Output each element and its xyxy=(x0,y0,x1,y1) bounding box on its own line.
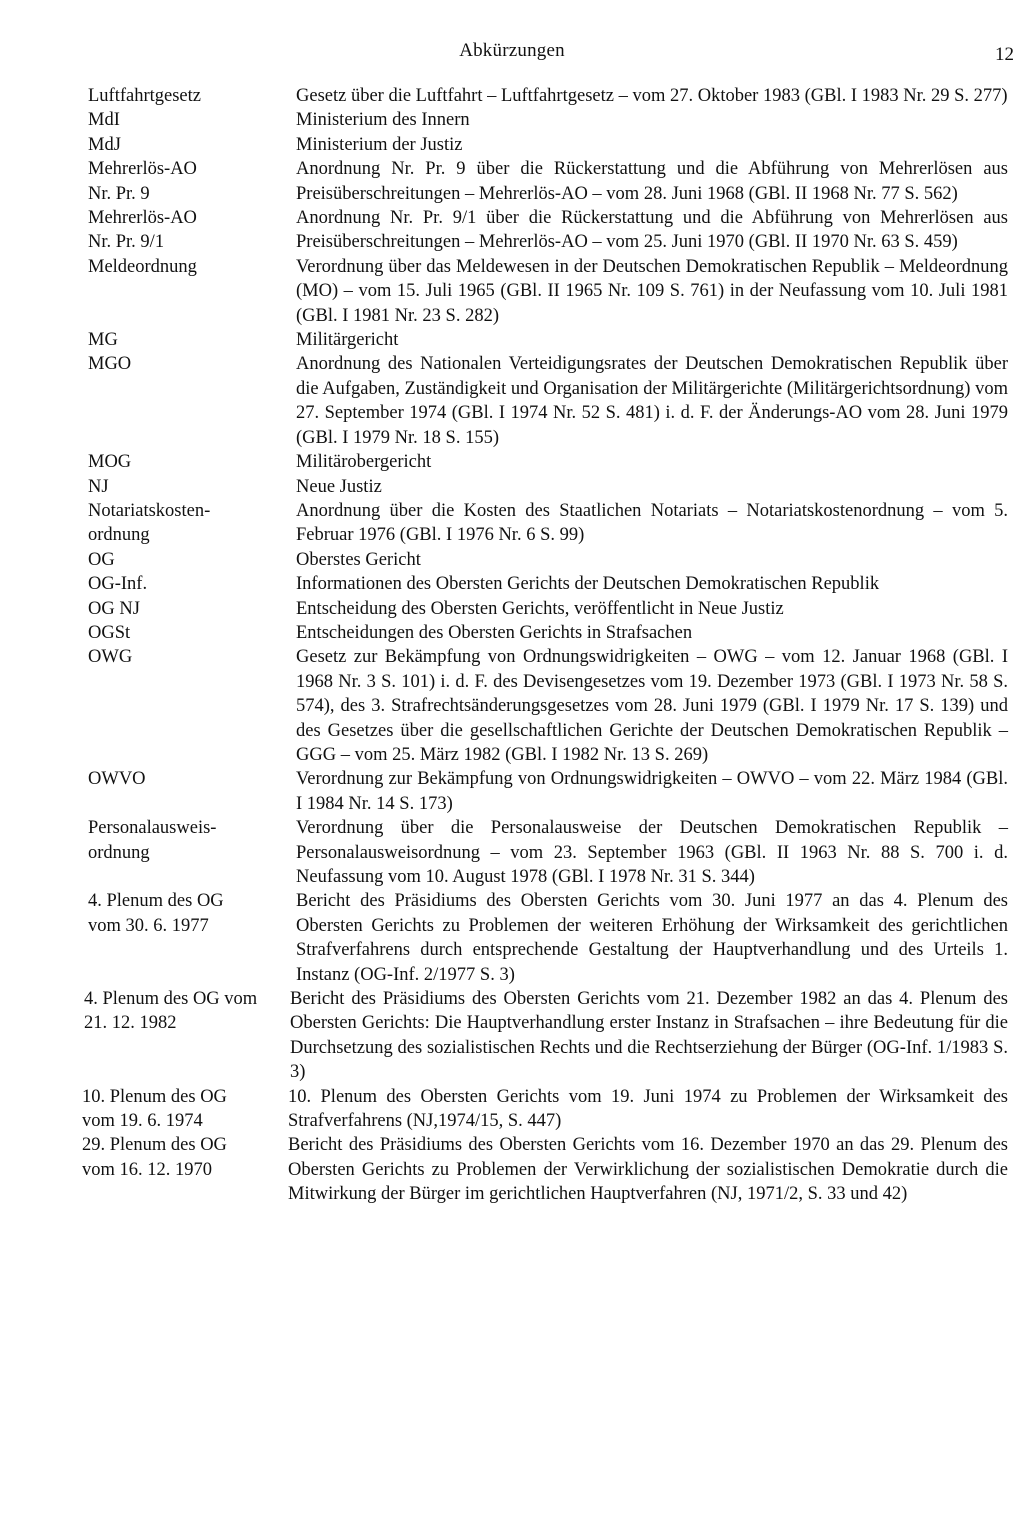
abbreviation-term: OWVO xyxy=(88,769,146,790)
abbreviation-term: MdI xyxy=(88,110,120,131)
abbreviation-definition: Gesetz zur Bekämpfung von Ordnungswidrigkeiten – OWG – vom 12. Januar 1968 (GBl. I 1968 Nr. 3 S. 101) i. d. F. des Devisengesetzes vom 19. Dezember 1973 (GBl. I 1973 Nr. 58 S. 574), des 3. Strafrechtsänderungsgesetzes vom 28. Juni 1979 (GBl. I 1979 Nr. 17 S. 139) und des Gesetzes über die gesellschaftlichen Gerichte der Deutschen Demokratischen Republik – GGG – vom 25. März 1982 (GBl. I 1982 Nr. 13 S. 269) xyxy=(296,647,1008,765)
abbreviation-definition: Militärgericht xyxy=(296,330,399,351)
abbreviation-definition: Informationen des Obersten Gerichts der Deutschen Demokratischen Republik xyxy=(296,574,880,595)
abbreviation-entry xyxy=(0,987,1024,1085)
abbreviation-entry xyxy=(0,767,1024,816)
abbreviation-term: OG-Inf. xyxy=(88,574,148,595)
abbreviation-term: 4. Plenum des OG vom 30. 6. 1977 xyxy=(88,891,224,936)
abbreviation-term: MGO xyxy=(88,354,132,375)
abbreviation-definition: Ministerium der Justiz xyxy=(296,134,463,155)
abbreviation-entry xyxy=(0,328,1024,352)
abbreviation-entry xyxy=(0,572,1024,596)
abbreviation-entry xyxy=(0,1085,1024,1134)
abbreviation-entry xyxy=(0,133,1024,157)
abbreviation-term: OG xyxy=(88,549,115,570)
abbreviation-entry xyxy=(0,499,1024,548)
abbreviation-term: OGSt xyxy=(88,622,131,643)
abbreviation-term: MdJ xyxy=(88,134,121,155)
abbreviation-term: Mehrerlös-AO Nr. Pr. 9/1 xyxy=(88,208,197,253)
abbreviation-entry xyxy=(0,621,1024,645)
abbreviation-definition: Verordnung über das Meldewesen in der Deutschen Demokratischen Republik – Meldeordnung (MO) – vom 15. Juli 1965 (GBl. II 1965 Nr. 109 S. 761) in der Neufassung vom 10. Juli 1981 (GBl. I 1981 Nr. 23 S. 282) xyxy=(296,256,1008,326)
abbreviation-definition: 10. Plenum des Obersten Gerichts vom 19. Juni 1974 zu Problemen der Wirksamkeit des Strafverfahrens (NJ,1974/15, S. 447) xyxy=(288,1086,1008,1132)
abbreviation-definition: Oberstes Gericht xyxy=(296,549,421,570)
abbreviation-term: 10. Plenum des OG vom 19. 6. 1974 xyxy=(82,1086,227,1132)
abbreviation-term: Luftfahrtgesetz xyxy=(88,86,201,106)
abbreviation-entry xyxy=(0,352,1024,450)
abbreviation-definition: Anordnung über die Kosten des Staatlichen Notariats – Notariatskostenordnung – vom 5. Februar 1976 (GBl. I 1976 Nr. 6 S. 99) xyxy=(296,500,1008,546)
abbreviation-entry xyxy=(0,816,1024,889)
abbreviation-definition: Bericht des Präsidiums des Obersten Gerichts vom 30. Juni 1977 an das 4. Plenum des Obersten Gerichts zu Problemen der weiteren Erhöhung der Wirksamkeit des gerichtlichen Strafverfahrens durch entsprechende Gestaltung der Hauptverhandlung und des Urteils 1. Instanz (OG-Inf. 2/1977 S. 3) xyxy=(296,891,1008,985)
abbreviation-entry xyxy=(0,84,1024,108)
abbreviation-entry xyxy=(0,597,1024,621)
abbreviation-definition: Bericht des Präsidiums des Obersten Gerichts vom 21. Dezember 1982 an das 4. Plenum des Obersten Gerichts: Die Hauptverhandlung erster Instanz in Strafsachen – ihre Bedeutung für die Durchsetzung des sozialistischen Rechts und die Rechtserziehung der Bürger (OG-Inf. 1/1983 S. 3) xyxy=(290,989,1008,1083)
abbreviation-term: OG NJ xyxy=(88,598,140,619)
abbreviation-term: OWG xyxy=(88,647,133,668)
abbreviation-entry xyxy=(0,475,1024,499)
abbreviation-term: Notariatskosten- ordnung xyxy=(88,500,211,546)
abbreviation-term: Mehrerlös-AO Nr. Pr. 9 xyxy=(88,159,197,204)
running-head: Abkürzungen xyxy=(459,40,565,61)
abbreviation-definition: Ministerium des Innern xyxy=(296,110,470,131)
abbreviation-term: 29. Plenum des OG vom 16. 12. 1970 xyxy=(82,1135,227,1180)
abbreviation-definition: Entscheidungen des Obersten Gerichts in Strafsachen xyxy=(296,622,693,643)
abbreviation-entry xyxy=(0,108,1024,132)
abbreviation-definition: Verordnung über die Personalausweise der Deutschen Demokratischen Republik – Personalausweisordnung – vom 23. September 1963 (GBl. II 1963 Nr. 88 S. 700 i. d. Neufassung vom 10. August 1978 (GBl. I 1978 Nr. 31 S. 344) xyxy=(296,818,1008,887)
abbreviation-definition: Entscheidung des Obersten Gerichts, veröffentlicht in Neue Justiz xyxy=(296,598,784,619)
abbreviation-term: Meldeordnung xyxy=(88,256,197,277)
abbreviation-entry xyxy=(0,206,1024,255)
abbreviation-term: NJ xyxy=(88,476,109,497)
abbreviation-definition: Militärobergericht xyxy=(296,452,432,473)
abbreviation-entry xyxy=(0,1133,1024,1206)
abbreviation-term: 4. Plenum des OG vom 21. 12. 1982 xyxy=(84,989,258,1034)
abbreviation-definition: Neue Justiz xyxy=(296,476,382,497)
abbreviation-definition: Anordnung des Nationalen Verteidigungsrates der Deutschen Demokratischen Republik über die Aufgaben, Zuständigkeit und Organisation der Militärgerichte (Militärgerichtsordnung) vom 27. September 1974 (GBl. I 1974 Nr. 52 S. 481) i. d. F. der Änderungs-AO vom 28. Juni 1979 (GBl. I 1979 Nr. 18 S. 155) xyxy=(296,354,1008,448)
abbreviation-definition: Verordnung zur Bekämpfung von Ordnungswidrigkeiten – OWVO – vom 22. März 1984 (GBl. I 1984 Nr. 14 S. 173) xyxy=(296,769,1008,814)
abbreviation-entry xyxy=(0,255,1024,328)
page-number: 12 xyxy=(995,44,1014,65)
abbreviation-entry xyxy=(0,157,1024,206)
abbreviation-entry xyxy=(0,450,1024,474)
abbreviation-definition: Anordnung Nr. Pr. 9 über die Rückerstattung und die Abführung von Mehrerlösen aus Preisüberschreitungen – Mehrerlös-AO – vom 28. Juni 1968 (GBl. II 1968 Nr. 77 S. 562) xyxy=(296,159,1008,204)
abbreviation-term: MOG xyxy=(88,452,132,473)
abbreviation-term: MG xyxy=(88,330,118,351)
abbreviation-definition: Bericht des Präsidiums des Obersten Gerichts vom 16. Dezember 1970 an das 29. Plenum des Obersten Gerichts zu Problemen der Verwirklichung der sozialistischen Demokratie durch die Mitwirkung der Bürger im gerichtlichen Hauptverfahren (NJ, 1971/2, S. 33 und 42) xyxy=(288,1135,1008,1205)
abbreviation-entry xyxy=(0,548,1024,572)
abbreviation-entry xyxy=(0,645,1024,767)
abbreviation-entry xyxy=(0,889,1024,987)
abbreviation-term: Personalausweis- ordnung xyxy=(88,818,217,863)
abbreviation-list xyxy=(0,84,1024,1207)
abbreviation-definition: Gesetz über die Luftfahrt – Luftfahrtgesetz – vom 27. Oktober 1983 (GBl. I 1983 Nr. 29 S. 277) xyxy=(296,86,1008,106)
abbreviation-definition: Anordnung Nr. Pr. 9/1 über die Rückerstattung und die Abführung von Mehrerlösen aus Preisüberschreitungen – Mehrerlös-AO – vom 25. Juni 1970 (GBl. II 1970 Nr. 63 S. 459) xyxy=(296,208,1008,253)
